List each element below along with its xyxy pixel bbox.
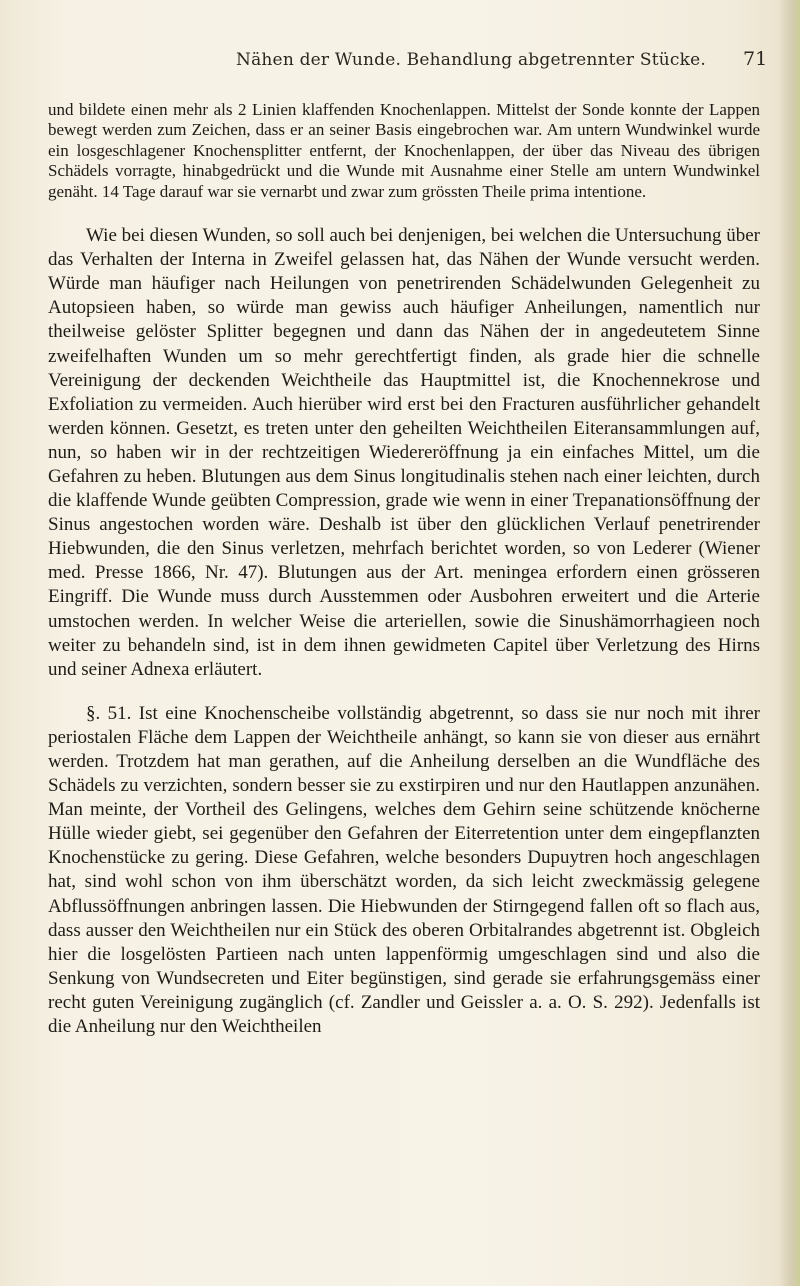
running-title: Nähen der Wunde. Behandlung abgetrennter Stücke. — [236, 50, 706, 70]
paragraph-3: §. 51. Ist eine Knochenscheibe vollständig abgetrennt, so dass sie nur noch mit ihrer periostalen Fläche dem Lappen der Weichtheile anhängt, so kann sie von dieser aus ernährt werden. Trotzdem hat man gerathen, auf die Anheilung derselben an die Wundfläche des Schädels zu verzichten, sondern besser sie zu exstirpiren und nur den Hautlappen anzunähen. Man meinte, der Vortheil des Gelingens, welches dem Gehirn seine schützende knöcherne Hülle wieder giebt, sei gegenüber den Gefahren der Eiterretention unter dem eingepflanzten Knochenstücke zu gering. Diese Gefahren, welche besonders Dupuytren hoch angeschlagen hat, sind wohl schon von ihm überschätzt worden, da sich leicht zweckmässig gelegene Abflussöffnungen anbringen lassen. Die Hiebwunden der Stirngegend fallen oft so flach aus, dass ausser den Weichtheilen nur ein Stück des oberen Orbitalrandes abgetrennt ist. Obgleich hier die losgelösten Partieen nach unten lappenförmig umgeschlagen sind und also die Senkung von Wundsecreten und Eiter begünstigen, sind gerade sie erfahrungsgemäss einer recht guten Vereinigung zugänglich (cf. Zandler und Geissler a. a. O. S. 292). Jedenfalls ist die Anheilung nur den Weichtheilen — [48, 702, 760, 1038]
page-number: 71 — [743, 48, 768, 70]
body-text — [48, 100, 760, 1039]
paragraph-1: und bildete einen mehr als 2 Linien klaffenden Knochenlappen. Mittelst der Sonde konnte der Lappen bewegt werden zum Zeichen, dass er an seiner Basis eingebrochen war. Am untern Wundwinkel wurde ein losgeschlagener Knochensplitter entfernt, der Knochenlappen, der über das Niveau des übrigen Schädels vorragte, hinabgedrückt und die Wunde mit Ausnahme einer Stelle am untern Wundwinkel genäht. 14 Tage darauf war sie vernarbt und zwar zum grössten Theile prima intentione. — [48, 100, 760, 201]
running-head — [0, 50, 800, 80]
page-edge-shadow — [778, 0, 800, 1286]
paragraph-2: Wie bei diesen Wunden, so soll auch bei denjenigen, bei welchen die Untersuchung über das Verhalten der Interna in Zweifel gelassen hat, das Nähen der Wunde versucht werden. Würde man häufiger nach Heilungen von penetrirenden Schädelwunden Gelegenheit zu Autopsieen haben, so würde man gewiss auch häufiger Anheilungen, namentlich nur theilweise gelöster Splitter begegnen und dann das Nähen der in angedeutetem Sinne zweifelhaften Wunden um so mehr gerechtfertigt finden, als grade hier die schnelle Vereinigung der deckenden Weichtheile das Hauptmittel ist, die Knochennekrose und Exfoliation zu vermeiden. Auch hierüber wird erst bei den Fracturen ausführlicher gehandelt werden können. Gesetzt, es treten unter den geheilten Weichtheilen Eiteransammlungen auf, nun, so haben wir in der rechtzeitigen Wiedereröffnung ja ein einfaches Mittel, um die Gefahren zu heben. Blutungen aus dem Sinus longitudinalis stehen nach einer leichten, durch die klaffende Wunde geübten Compression, grade wie wenn in einer Trepanationsöffnung der Sinus angestochen worden wäre. Deshalb ist über den glücklichen Verlauf penetrirender Hiebwunden, die den Sinus verletzen, mehrfach berichtet worden, so von Lederer (Wiener med. Presse 1866, Nr. 47). Blutungen aus der Art. meningea erfordern einen grösseren Eingriff. Die Wunde muss durch Ausstemmen oder Ausbohren erweitert und die Arterie umstochen werden. In welcher Weise die arteriellen, sowie die Sinushämorrhagieen noch weiter zu behandeln sind, ist in dem ihnen gewidmeten Capitel über Verletzung des Hirns und seiner Adnexa erläutert. — [48, 225, 760, 680]
